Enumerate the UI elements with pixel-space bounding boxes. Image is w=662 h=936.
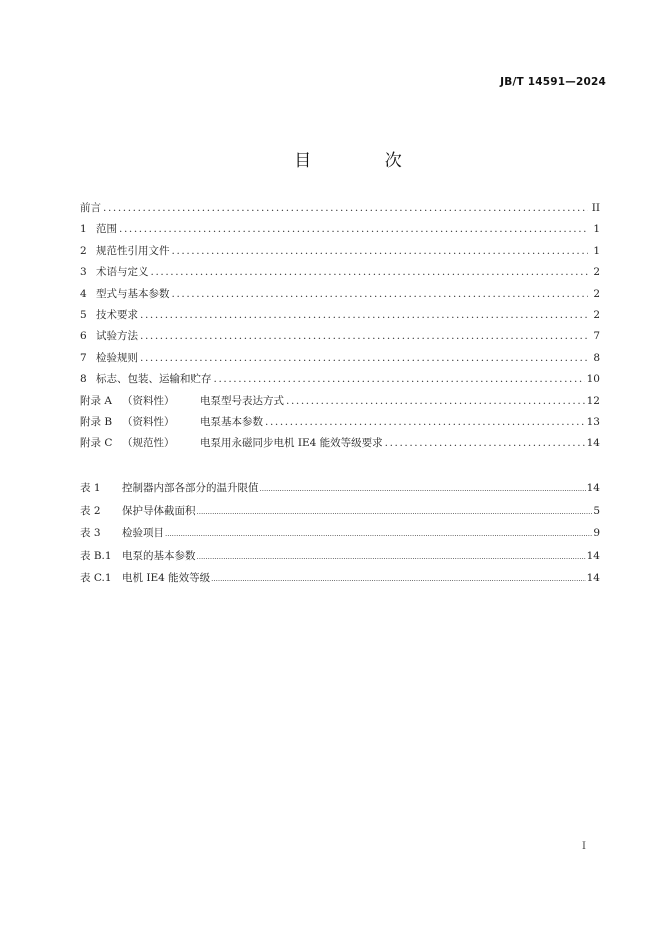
table-entry-3[interactable] <box>80 525 600 548</box>
toc-entry-number: 7 <box>80 351 87 364</box>
table-page: 5 <box>593 504 600 517</box>
dot-leader <box>165 530 592 538</box>
toc-entry-8[interactable] <box>80 371 600 392</box>
table-page: 14 <box>586 482 600 494</box>
table-id: 表 2 <box>80 504 101 517</box>
table-id: 表 3 <box>80 527 101 539</box>
table-id: 表 C.1 <box>80 572 112 584</box>
toc-entry-page: 2 <box>593 287 600 300</box>
appendix-category: （资料性） <box>122 415 175 428</box>
dot-leader <box>214 373 585 385</box>
toc-entry-number: 5 <box>80 308 87 321</box>
table-label: 控制器内部各部分的温升限值 <box>122 482 259 494</box>
toc-entry-1[interactable] <box>80 221 600 242</box>
toc-entry-4[interactable] <box>80 286 600 307</box>
table-label: 保护导体截面积 <box>122 504 196 517</box>
toc-entry-foreword[interactable] <box>80 200 600 221</box>
toc-entry-label: 规范性引用文件 <box>96 244 170 257</box>
dot-leader <box>140 309 588 321</box>
toc-entry-label: 标志、包装、运输和贮存 <box>96 373 212 386</box>
toc-entry-2[interactable] <box>80 243 600 264</box>
appendix-id: 附录 A <box>80 394 112 407</box>
dot-leader <box>197 553 586 561</box>
appendix-page: 12 <box>586 394 600 407</box>
appendix-label: 电泵型号表达方式 <box>200 394 284 407</box>
table-label: 电机 IE4 能效等级 <box>122 572 211 584</box>
toc-entry-6[interactable] <box>80 328 600 349</box>
dot-leader <box>119 223 588 235</box>
appendix-category: （规范性） <box>122 437 175 450</box>
toc-entry-label: 检验规则 <box>96 351 138 364</box>
toc-entry-5[interactable] <box>80 307 600 328</box>
dot-leader <box>265 416 585 428</box>
dot-leader <box>103 202 588 214</box>
toc-entry-label: 技术要求 <box>96 308 138 321</box>
toc-entry-number: 3 <box>80 266 87 279</box>
dot-leader <box>211 575 585 583</box>
dot-leader <box>172 288 589 300</box>
toc-entry-number: 8 <box>80 373 87 386</box>
toc-entry-label: 试验方法 <box>96 330 138 343</box>
dot-leader <box>140 352 588 364</box>
table-label: 电泵的基本参数 <box>122 549 196 562</box>
table-entry-b1[interactable] <box>80 548 600 571</box>
toc-entry-number: 1 <box>80 223 87 236</box>
dot-leader <box>140 330 588 342</box>
toc-appendix-c[interactable] <box>80 435 600 456</box>
table-of-contents <box>80 200 600 457</box>
table-id: 表 B.1 <box>80 549 112 562</box>
toc-entry-page: 8 <box>593 351 600 364</box>
toc-entry-label: 型式与基本参数 <box>96 287 170 300</box>
page-title: 目 次 <box>294 151 436 171</box>
toc-appendix-a[interactable] <box>80 393 600 414</box>
toc-entry-page: 10 <box>586 373 600 386</box>
table-entry-2[interactable] <box>80 503 600 526</box>
appendix-id: 附录 B <box>80 415 113 428</box>
toc-entry-page: 2 <box>593 308 600 321</box>
table-entry-1[interactable] <box>80 480 600 503</box>
dot-leader <box>197 508 593 516</box>
appendix-category: （资料性） <box>122 394 175 407</box>
toc-entry-page: 2 <box>593 266 600 279</box>
table-id: 表 1 <box>80 482 101 494</box>
table-page: 14 <box>586 549 600 562</box>
toc-entry-number: 6 <box>80 330 87 343</box>
toc-entry-7[interactable] <box>80 350 600 371</box>
appendix-label: 电泵基本参数 <box>200 415 263 428</box>
appendix-label: 电泵用永磁同步电机 IE4 能效等级要求 <box>200 437 383 450</box>
toc-entry-3[interactable] <box>80 264 600 285</box>
toc-entry-label: 范围 <box>96 223 117 236</box>
table-label: 检验项目 <box>122 527 164 539</box>
dot-leader <box>286 395 585 407</box>
appendix-id: 附录 C <box>80 437 113 450</box>
table-page: 9 <box>593 527 600 539</box>
dot-leader <box>260 485 586 493</box>
standard-code: JB/T 14591—2024 <box>500 76 606 88</box>
toc-entry-label: 术语与定义 <box>96 266 149 279</box>
appendix-page: 14 <box>586 437 600 450</box>
toc-entry-page: 1 <box>593 223 600 236</box>
toc-entry-page: 1 <box>593 244 600 257</box>
toc-entry-page: 7 <box>593 330 600 343</box>
dot-leader <box>385 437 585 449</box>
appendix-page: 13 <box>586 415 600 428</box>
page-number: I <box>582 841 586 852</box>
table-page: 14 <box>586 572 600 584</box>
toc-entry-page: II <box>591 202 600 214</box>
dot-leader <box>172 245 589 257</box>
table-entry-c1[interactable] <box>80 570 600 593</box>
toc-appendix-b[interactable] <box>80 414 600 435</box>
toc-entry-label: 前言 <box>80 202 101 214</box>
dot-leader <box>151 266 589 278</box>
toc-entry-number: 2 <box>80 244 87 257</box>
toc-entry-number: 4 <box>80 287 87 300</box>
list-of-tables <box>80 480 600 593</box>
